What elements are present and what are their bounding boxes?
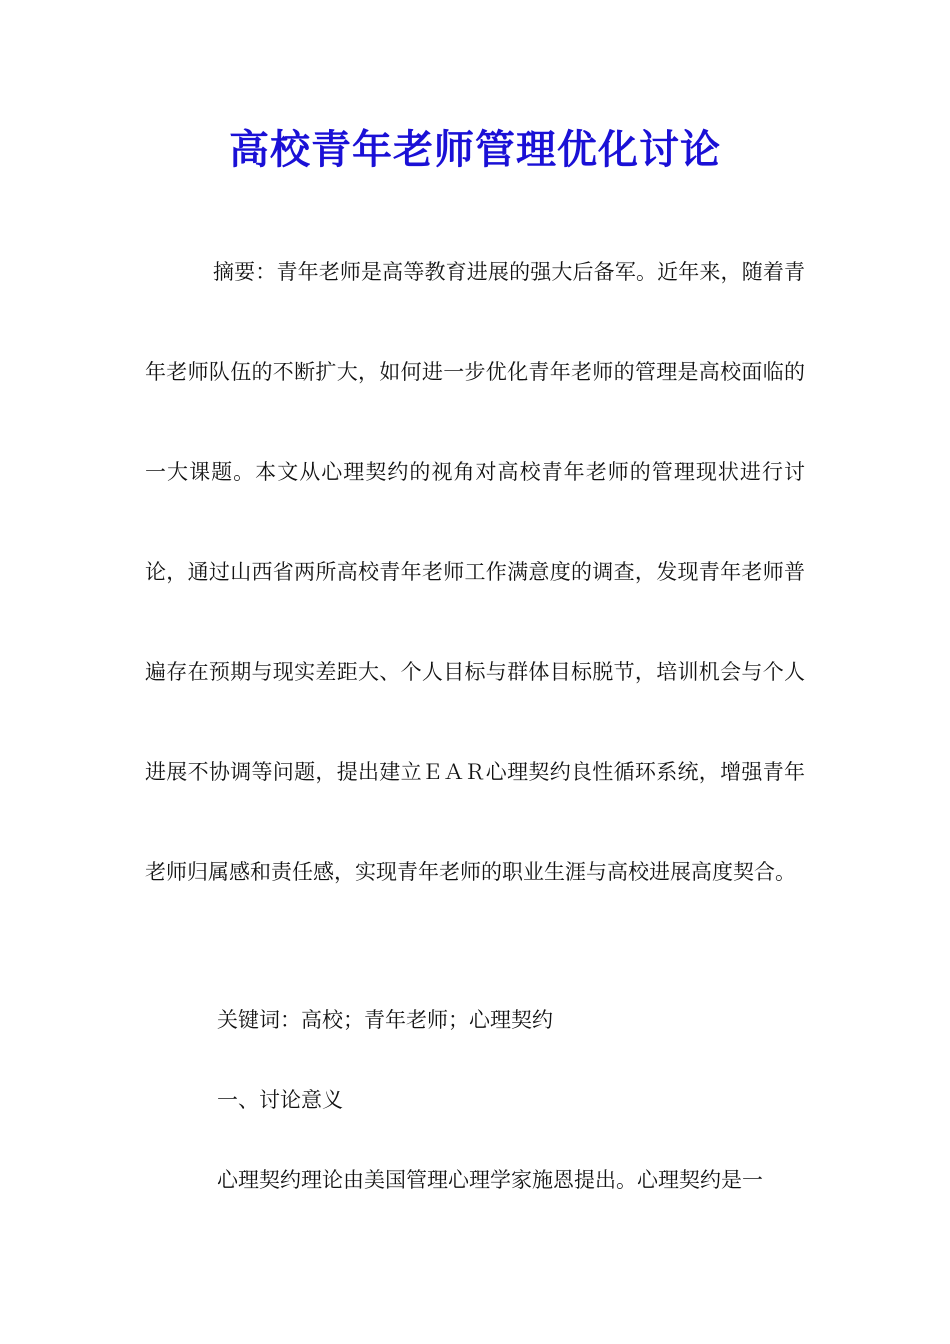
keywords-line: 关键词：高校；青年老师；心理契约 — [217, 1008, 553, 1032]
document-title: 高校青年老师管理优化讨论 — [229, 126, 721, 173]
body-paragraph: 心理契约理论由美国管理心理学家施恩提出。心理契约是一 — [217, 1168, 763, 1192]
section-heading: 一、讨论意义 — [217, 1088, 343, 1112]
abstract-paragraph: 摘要：青年老师是高等教育进展的强大后备军。近年来，随着青年老师队伍的不断扩大，如何进一步优化青年老师的管理是高校面临的一大课题。本文从心理契约的视角对高校青年老师的管理现状进行讨论，通过山西省两所高校青年老师工作满意度的调查，发现青年老师普遍存在预期与现实差距大、个人目标与群体目标脱节，培训机会与个人进展不协调等问题，提出建立ＥＡＲ心理契约良性循环系统，增强青年老师归属感和责任感，实现青年老师的职业生涯与高校进展高度契合。 — [145, 260, 805, 884]
